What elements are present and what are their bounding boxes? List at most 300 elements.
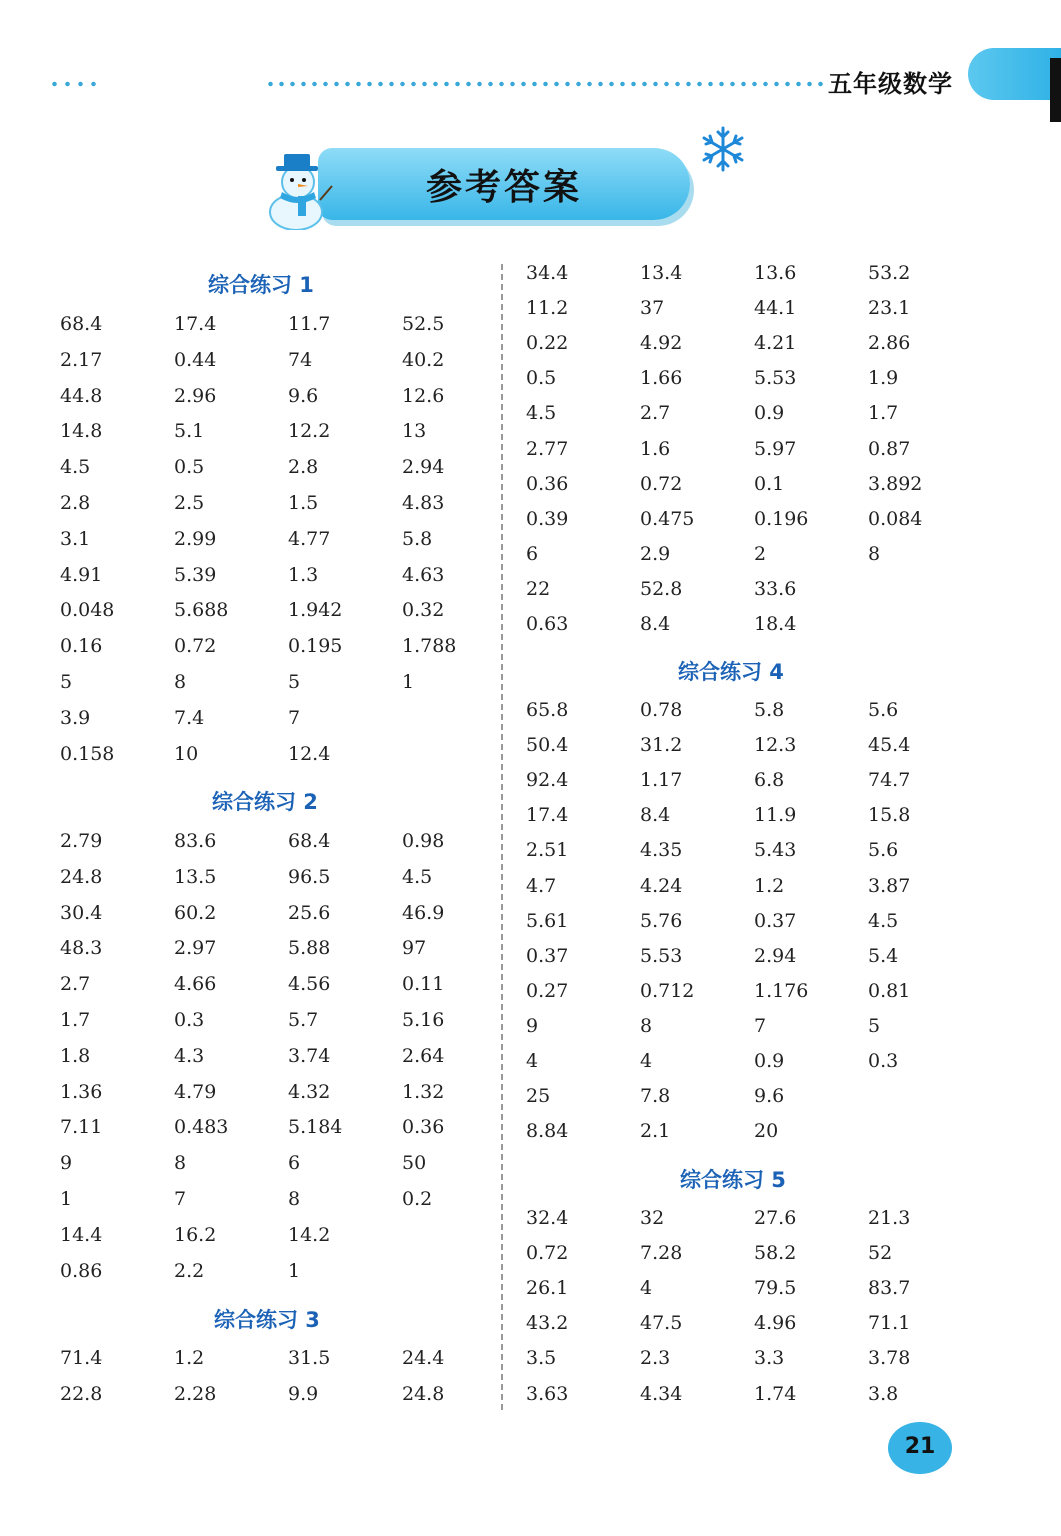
answer-cell: 5.6 bbox=[868, 699, 899, 721]
answer-row-ex2 bbox=[60, 866, 516, 896]
answer-cell: 5.39 bbox=[174, 564, 217, 586]
answer-cell: 9 bbox=[526, 1015, 539, 1037]
answer-cell: 8 bbox=[868, 543, 881, 565]
answer-row-ex2 bbox=[60, 1009, 516, 1039]
answer-cell: 5.88 bbox=[288, 937, 331, 959]
answer-cell: 2.94 bbox=[402, 456, 445, 478]
answer-cell: 1.74 bbox=[754, 1383, 797, 1405]
answer-cell: 0.084 bbox=[868, 508, 923, 530]
answer-row-ex4 bbox=[526, 1015, 982, 1045]
answer-row-ex4 bbox=[526, 804, 982, 834]
answer-row-ex1 bbox=[60, 599, 516, 629]
answer-cell: 4.96 bbox=[754, 1312, 797, 1334]
answer-cell bbox=[402, 1224, 516, 1254]
answer-cell bbox=[402, 1260, 516, 1290]
answer-cell: 24.8 bbox=[402, 1383, 445, 1405]
answer-row-ex2 bbox=[60, 937, 516, 967]
answer-cell: 32.4 bbox=[526, 1207, 569, 1229]
answer-cell: 32 bbox=[640, 1207, 665, 1229]
answer-cell: 53.2 bbox=[868, 262, 911, 284]
answer-cell: 1.6 bbox=[640, 438, 671, 460]
answer-cell: 4 bbox=[526, 1050, 539, 1072]
answer-cell: 0.72 bbox=[174, 635, 217, 657]
answer-cell: 26.1 bbox=[526, 1277, 569, 1299]
answer-cell: 1 bbox=[288, 1260, 301, 1282]
answer-row-ex3 bbox=[60, 1347, 516, 1377]
answer-row-ex1 bbox=[60, 528, 516, 558]
answer-cell: 5 bbox=[288, 671, 301, 693]
answer-cell: 5 bbox=[868, 1015, 881, 1037]
answer-cell: 1.176 bbox=[754, 980, 809, 1002]
answer-cell bbox=[868, 1085, 982, 1115]
answer-cell: 8.4 bbox=[640, 804, 671, 826]
section-title-3: 综合练习 3 bbox=[214, 1308, 320, 1332]
answer-cell: 8 bbox=[174, 671, 187, 693]
answer-cell: 4.24 bbox=[640, 875, 683, 897]
answer-cell: 9.9 bbox=[288, 1383, 319, 1405]
answer-cell: 7 bbox=[174, 1188, 187, 1210]
answer-banner bbox=[318, 148, 690, 220]
header-tab bbox=[968, 48, 1061, 100]
answer-cell: 9 bbox=[60, 1152, 73, 1174]
answer-cell: 5.4 bbox=[868, 945, 899, 967]
answer-row-ex5 bbox=[526, 1277, 982, 1307]
answer-cell: 52 bbox=[868, 1242, 893, 1264]
answer-row-ex5 bbox=[526, 1242, 982, 1272]
answer-cell: 13.4 bbox=[640, 262, 683, 284]
answer-cell: 4.56 bbox=[288, 973, 331, 995]
answer-cell: 2.86 bbox=[868, 332, 911, 354]
answer-cell: 7.11 bbox=[60, 1116, 103, 1138]
answer-cell: 1.8 bbox=[60, 1045, 91, 1067]
answer-cell: 3.1 bbox=[60, 528, 91, 550]
answer-cell: 0.2 bbox=[402, 1188, 433, 1210]
answer-row-ex4 bbox=[526, 910, 982, 940]
answer-cell: 1 bbox=[402, 671, 415, 693]
answer-cell: 2.79 bbox=[60, 830, 103, 852]
header-dots-left bbox=[48, 78, 100, 90]
answer-cell: 0.483 bbox=[174, 1116, 229, 1138]
answer-cell: 6 bbox=[526, 543, 539, 565]
answer-cell: 2.99 bbox=[174, 528, 217, 550]
answer-cell: 0.9 bbox=[754, 1050, 785, 1072]
answer-cell: 0.81 bbox=[868, 980, 911, 1002]
answer-row-ex1 bbox=[60, 313, 516, 343]
answer-cell: 0.32 bbox=[402, 599, 445, 621]
answer-cell: 0.37 bbox=[754, 910, 797, 932]
answer-cell: 4 bbox=[640, 1050, 653, 1072]
answer-cell: 47.5 bbox=[640, 1312, 683, 1334]
answer-row-ex2 bbox=[60, 902, 516, 932]
answer-cell: 3.3 bbox=[754, 1347, 785, 1369]
answer-cell: 50 bbox=[402, 1152, 427, 1174]
answer-cell: 0.3 bbox=[174, 1009, 205, 1031]
answer-cell: 0.11 bbox=[402, 973, 445, 995]
answer-cell: 0.9 bbox=[754, 402, 785, 424]
answer-cell: 1.17 bbox=[640, 769, 683, 791]
answer-cell bbox=[402, 743, 516, 773]
grade-label: 五年级数学 bbox=[828, 70, 953, 98]
answer-cell: 11.7 bbox=[288, 313, 331, 335]
answer-row-ex3-cont bbox=[526, 613, 982, 643]
answer-cell: 4.5 bbox=[60, 456, 91, 478]
answer-cell: 2.17 bbox=[60, 349, 103, 371]
answer-cell: 0.63 bbox=[526, 613, 569, 635]
answer-cell: 5.7 bbox=[288, 1009, 319, 1031]
answer-cell: 17.4 bbox=[526, 804, 569, 826]
answer-cell: 0.78 bbox=[640, 699, 683, 721]
answer-cell: 2.64 bbox=[402, 1045, 445, 1067]
answer-cell: 5.61 bbox=[526, 910, 569, 932]
answer-cell: 0.3 bbox=[868, 1050, 899, 1072]
answer-cell: 3.78 bbox=[868, 1347, 911, 1369]
answer-cell: 68.4 bbox=[60, 313, 103, 335]
section-title-1: 综合练习 1 bbox=[208, 273, 314, 297]
answer-row-ex2 bbox=[60, 1224, 516, 1254]
answer-cell: 14.2 bbox=[288, 1224, 331, 1246]
answer-row-ex3-cont bbox=[526, 402, 982, 432]
answer-cell: 74.7 bbox=[868, 769, 911, 791]
answer-cell: 4 bbox=[640, 1277, 653, 1299]
answer-cell: 2.28 bbox=[174, 1383, 217, 1405]
answer-row-ex2 bbox=[60, 973, 516, 1003]
answer-cell: 4.7 bbox=[526, 875, 557, 897]
answer-row-ex1 bbox=[60, 743, 516, 773]
answer-row-ex2 bbox=[60, 1260, 516, 1290]
answer-cell: 2.51 bbox=[526, 839, 569, 861]
answer-cell bbox=[868, 613, 982, 643]
answer-cell: 1.66 bbox=[640, 367, 683, 389]
answer-cell: 2.8 bbox=[60, 492, 91, 514]
page-number: 21 bbox=[904, 1434, 936, 1459]
answer-cell: 11.9 bbox=[754, 804, 797, 826]
snowflake-icon bbox=[694, 124, 752, 174]
answer-cell: 5.184 bbox=[288, 1116, 343, 1138]
answer-row-ex1 bbox=[60, 349, 516, 379]
answer-cell: 0.16 bbox=[60, 635, 103, 657]
answer-cell: 0.87 bbox=[868, 438, 911, 460]
answer-cell: 2.97 bbox=[174, 937, 217, 959]
answer-cell: 2 bbox=[754, 543, 767, 565]
answer-row-ex4 bbox=[526, 769, 982, 799]
answer-cell: 31.5 bbox=[288, 1347, 331, 1369]
answer-cell: 4.21 bbox=[754, 332, 797, 354]
answer-cell: 2.5 bbox=[174, 492, 205, 514]
answer-cell: 8.4 bbox=[640, 613, 671, 635]
answer-cell: 83.6 bbox=[174, 830, 217, 852]
answer-cell: 68.4 bbox=[288, 830, 331, 852]
answer-cell: 5.1 bbox=[174, 420, 205, 442]
answer-row-ex3-cont bbox=[526, 262, 982, 292]
section-title-5: 综合练习 5 bbox=[680, 1168, 786, 1192]
answer-cell: 2.2 bbox=[174, 1260, 205, 1282]
answer-cell: 10 bbox=[174, 743, 199, 765]
answer-cell: 52.8 bbox=[640, 578, 683, 600]
answer-cell: 71.1 bbox=[868, 1312, 911, 1334]
answer-cell: 17.4 bbox=[174, 313, 217, 335]
answer-cell: 25.6 bbox=[288, 902, 331, 924]
answer-cell: 8.84 bbox=[526, 1120, 569, 1142]
answer-row-ex3-cont bbox=[526, 578, 982, 608]
answer-cell: 0.5 bbox=[526, 367, 557, 389]
answer-cell: 83.7 bbox=[868, 1277, 911, 1299]
answer-cell: 1.7 bbox=[868, 402, 899, 424]
answer-row-ex2 bbox=[60, 830, 516, 860]
answer-cell: 0.158 bbox=[60, 743, 115, 765]
section-title-2: 综合练习 2 bbox=[212, 790, 318, 814]
answer-cell: 4.91 bbox=[60, 564, 103, 586]
answer-row-ex1 bbox=[60, 635, 516, 665]
answer-cell: 4.77 bbox=[288, 528, 331, 550]
answer-cell: 0.37 bbox=[526, 945, 569, 967]
answer-cell: 0.72 bbox=[640, 473, 683, 495]
answer-row-ex3 bbox=[60, 1383, 516, 1413]
answer-cell: 5.688 bbox=[174, 599, 229, 621]
answer-cell: 5.97 bbox=[754, 438, 797, 460]
answer-row-ex4 bbox=[526, 1120, 982, 1150]
answer-cell: 3.9 bbox=[60, 707, 91, 729]
answer-cell: 2.96 bbox=[174, 385, 217, 407]
answer-cell: 0.36 bbox=[402, 1116, 445, 1138]
answer-row-ex2 bbox=[60, 1116, 516, 1146]
answer-cell: 60.2 bbox=[174, 902, 217, 924]
answer-cell: 4.35 bbox=[640, 839, 683, 861]
answer-cell: 4.66 bbox=[174, 973, 217, 995]
answer-cell: 3.5 bbox=[526, 1347, 557, 1369]
answer-cell: 65.8 bbox=[526, 699, 569, 721]
answer-cell: 5.43 bbox=[754, 839, 797, 861]
answer-row-ex5 bbox=[526, 1207, 982, 1237]
answer-cell: 24.4 bbox=[402, 1347, 445, 1369]
answer-cell: 4.92 bbox=[640, 332, 683, 354]
answer-cell: 3.87 bbox=[868, 875, 911, 897]
answer-cell: 33.6 bbox=[754, 578, 797, 600]
answer-cell: 96.5 bbox=[288, 866, 331, 888]
answer-cell: 92.4 bbox=[526, 769, 569, 791]
answer-cell: 4.83 bbox=[402, 492, 445, 514]
answer-cell: 12.3 bbox=[754, 734, 797, 756]
answer-cell bbox=[402, 707, 516, 737]
answer-cell: 1.2 bbox=[754, 875, 785, 897]
page-edge-mark bbox=[1050, 58, 1061, 122]
answer-cell: 1.942 bbox=[288, 599, 343, 621]
answer-row-ex2 bbox=[60, 1081, 516, 1111]
answer-cell: 4.5 bbox=[868, 910, 899, 932]
answer-cell: 13.6 bbox=[754, 262, 797, 284]
answer-cell: 5.16 bbox=[402, 1009, 445, 1031]
answer-cell: 25 bbox=[526, 1085, 551, 1107]
answer-cell: 3.8 bbox=[868, 1383, 899, 1405]
answer-cell: 8 bbox=[288, 1188, 301, 1210]
answer-row-ex2 bbox=[60, 1152, 516, 1182]
answer-cell: 6 bbox=[288, 1152, 301, 1174]
answer-cell: 7 bbox=[754, 1015, 767, 1037]
answer-row-ex5 bbox=[526, 1347, 982, 1377]
answer-row-ex2 bbox=[60, 1188, 516, 1218]
answer-cell: 11.2 bbox=[526, 297, 569, 319]
answer-row-ex5 bbox=[526, 1383, 982, 1413]
answer-cell: 13.5 bbox=[174, 866, 217, 888]
answer-cell: 22 bbox=[526, 578, 551, 600]
answer-cell: 4.63 bbox=[402, 564, 445, 586]
answer-cell bbox=[868, 1120, 982, 1150]
answer-cell: 1.32 bbox=[402, 1081, 445, 1103]
answer-cell: 74 bbox=[288, 349, 313, 371]
snowman-icon bbox=[258, 152, 338, 230]
section-title-4: 综合练习 4 bbox=[678, 660, 784, 684]
answer-row-ex1 bbox=[60, 492, 516, 522]
answer-row-ex3-cont bbox=[526, 332, 982, 362]
answer-cell: 12.2 bbox=[288, 420, 331, 442]
answer-cell: 50.4 bbox=[526, 734, 569, 756]
answer-cell: 1 bbox=[60, 1188, 73, 1210]
answer-row-ex1 bbox=[60, 420, 516, 450]
answer-cell: 0.195 bbox=[288, 635, 343, 657]
answer-cell: 44.8 bbox=[60, 385, 103, 407]
answer-cell: 7 bbox=[288, 707, 301, 729]
answer-cell: 0.712 bbox=[640, 980, 695, 1002]
answer-cell: 2.9 bbox=[640, 543, 671, 565]
answer-cell: 48.3 bbox=[60, 937, 103, 959]
answer-cell: 24.8 bbox=[60, 866, 103, 888]
answer-cell: 5.8 bbox=[754, 699, 785, 721]
answer-row-ex4 bbox=[526, 945, 982, 975]
answer-cell: 1.3 bbox=[288, 564, 319, 586]
answer-cell: 5.6 bbox=[868, 839, 899, 861]
answer-row-ex2 bbox=[60, 1045, 516, 1075]
answer-cell: 5.76 bbox=[640, 910, 683, 932]
answer-cell: 22.8 bbox=[60, 1383, 103, 1405]
answer-cell: 2.77 bbox=[526, 438, 569, 460]
answer-cell: 9.6 bbox=[288, 385, 319, 407]
answer-cell: 16.2 bbox=[174, 1224, 217, 1246]
answer-cell: 2.7 bbox=[60, 973, 91, 995]
answer-cell: 44.1 bbox=[754, 297, 797, 319]
answer-cell: 4.79 bbox=[174, 1081, 217, 1103]
answer-cell: 2.94 bbox=[754, 945, 797, 967]
answer-cell: 27.6 bbox=[754, 1207, 797, 1229]
answer-row-ex4 bbox=[526, 839, 982, 869]
answer-cell: 0.36 bbox=[526, 473, 569, 495]
answer-cell: 14.4 bbox=[60, 1224, 103, 1246]
answer-cell: 37 bbox=[640, 297, 665, 319]
answer-cell: 1.788 bbox=[402, 635, 457, 657]
answer-row-ex5 bbox=[526, 1312, 982, 1342]
answer-row-ex1 bbox=[60, 671, 516, 701]
answer-row-ex4 bbox=[526, 734, 982, 764]
answer-cell: 40.2 bbox=[402, 349, 445, 371]
answer-cell: 34.4 bbox=[526, 262, 569, 284]
answer-row-ex4 bbox=[526, 980, 982, 1010]
answer-row-ex4 bbox=[526, 1085, 982, 1115]
answer-row-ex1 bbox=[60, 385, 516, 415]
answer-cell: 79.5 bbox=[754, 1277, 797, 1299]
answer-row-ex4 bbox=[526, 699, 982, 729]
answer-cell: 7.8 bbox=[640, 1085, 671, 1107]
answer-cell: 4.32 bbox=[288, 1081, 331, 1103]
answer-cell: 15.8 bbox=[868, 804, 911, 826]
answer-cell: 0.196 bbox=[754, 508, 809, 530]
answer-cell: 12.6 bbox=[402, 385, 445, 407]
answer-cell: 0.44 bbox=[174, 349, 217, 371]
answer-cell: 1.36 bbox=[60, 1081, 103, 1103]
answer-cell: 5.53 bbox=[754, 367, 797, 389]
answer-cell: 5 bbox=[60, 671, 73, 693]
answer-cell: 1.5 bbox=[288, 492, 319, 514]
answer-row-ex1 bbox=[60, 564, 516, 594]
answer-cell: 46.9 bbox=[402, 902, 445, 924]
header-dots-right bbox=[265, 78, 825, 90]
answer-cell: 2.1 bbox=[640, 1120, 671, 1142]
answer-cell: 0.475 bbox=[640, 508, 695, 530]
banner-title: 参考答案 bbox=[425, 166, 582, 208]
answer-cell: 52.5 bbox=[402, 313, 445, 335]
answer-cell: 45.4 bbox=[868, 734, 911, 756]
answer-row-ex4 bbox=[526, 875, 982, 905]
answer-row-ex3-cont bbox=[526, 367, 982, 397]
answer-cell: 31.2 bbox=[640, 734, 683, 756]
answer-cell: 0.27 bbox=[526, 980, 569, 1002]
answer-cell bbox=[868, 578, 982, 608]
answer-row-ex3-cont bbox=[526, 543, 982, 573]
answer-cell: 97 bbox=[402, 937, 427, 959]
answer-row-ex1 bbox=[60, 456, 516, 486]
answer-cell: 1.7 bbox=[60, 1009, 91, 1031]
answer-cell: 0.048 bbox=[60, 599, 115, 621]
answer-row-ex3-cont bbox=[526, 508, 982, 538]
answer-cell: 2.7 bbox=[640, 402, 671, 424]
answer-cell: 3.63 bbox=[526, 1383, 569, 1405]
answer-cell: 14.8 bbox=[60, 420, 103, 442]
answer-cell: 0.1 bbox=[754, 473, 785, 495]
answer-cell: 12.4 bbox=[288, 743, 331, 765]
answer-row-ex3-cont bbox=[526, 473, 982, 503]
answer-cell: 2.3 bbox=[640, 1347, 671, 1369]
answer-row-ex1 bbox=[60, 707, 516, 737]
answer-cell: 9.6 bbox=[754, 1085, 785, 1107]
answer-cell: 0.5 bbox=[174, 456, 205, 478]
answer-cell: 18.4 bbox=[754, 613, 797, 635]
answer-row-ex4 bbox=[526, 1050, 982, 1080]
answer-cell: 6.8 bbox=[754, 769, 785, 791]
answer-cell: 0.72 bbox=[526, 1242, 569, 1264]
answer-cell: 7.4 bbox=[174, 707, 205, 729]
answer-row-ex3-cont bbox=[526, 297, 982, 327]
answer-cell: 43.2 bbox=[526, 1312, 569, 1334]
answer-cell: 1.9 bbox=[868, 367, 899, 389]
answer-cell: 0.98 bbox=[402, 830, 445, 852]
answer-cell: 71.4 bbox=[60, 1347, 103, 1369]
answer-cell: 20 bbox=[754, 1120, 779, 1142]
answer-cell: 0.86 bbox=[60, 1260, 103, 1282]
answer-cell: 13 bbox=[402, 420, 427, 442]
answer-cell: 8 bbox=[640, 1015, 653, 1037]
answer-cell: 4.5 bbox=[402, 866, 433, 888]
answer-cell: 23.1 bbox=[868, 297, 911, 319]
answer-cell: 0.22 bbox=[526, 332, 569, 354]
answer-row-ex3-cont bbox=[526, 438, 982, 468]
answer-cell: 2.8 bbox=[288, 456, 319, 478]
answer-cell: 1.2 bbox=[174, 1347, 205, 1369]
answer-cell: 5.53 bbox=[640, 945, 683, 967]
answer-cell: 4.34 bbox=[640, 1383, 683, 1405]
answer-cell: 58.2 bbox=[754, 1242, 797, 1264]
answer-cell: 8 bbox=[174, 1152, 187, 1174]
answer-cell: 3.892 bbox=[868, 473, 923, 495]
answer-cell: 4.5 bbox=[526, 402, 557, 424]
answer-cell: 30.4 bbox=[60, 902, 103, 924]
answer-cell: 21.3 bbox=[868, 1207, 911, 1229]
